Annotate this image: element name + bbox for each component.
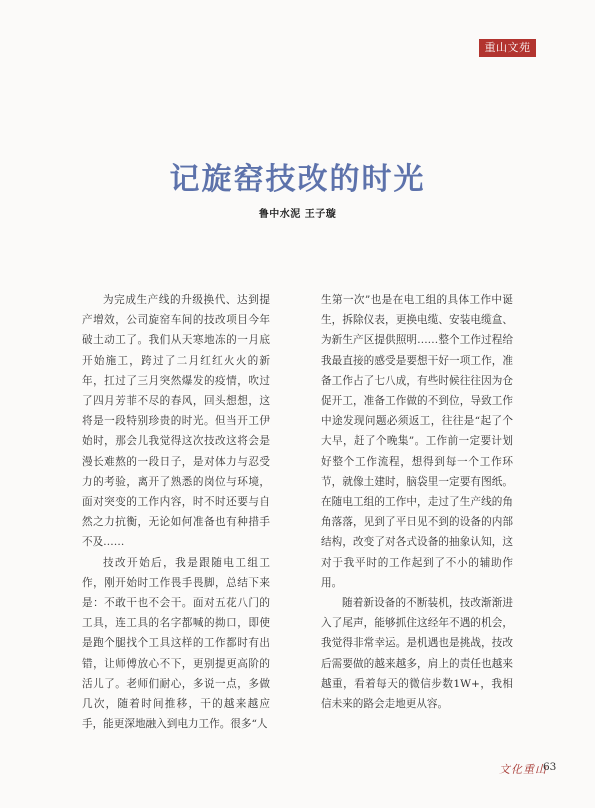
paragraph: 为完成生产线的升级换代、达到提产增效，公司旋窑车间的技改项目今年破土动工了。我们从天寒地冻的一月底开始施工，跨过了二月红红火火的新年，扛过了三月突然爆发的疫情，吹过了四月芳菲不尽的春风，回头想想，这将是一段特别珍贵的时光。但当开工伊始时，那会儿我觉得这次技改这将会是漫长难熬的一段日子，是对体力与忍受力的考验，离开了熟悉的岗位与环境，面对突变的工作内容，时不时还要与自然之力抗衡，无论如何准备也有种措手不及…… <box>82 294 270 549</box>
paragraph: 生第一次”也是在电工组的具体工作中诞生，拆除仪表，更换电缆、安装电缆盒、为新生产区提供照明……整个工作过程给我最直接的感受是要想干好一项工作，准备工作占了七八成，有些时候往往因为仓促开工，准备工作做的不到位，导致工作中途发现问题必须返工，往往是“起了个大早，赶了个晚集”。工作前一定要计划好整个工作流程，想得到每一个工作环节，就像土建时，脑袋里一定要有图纸。在随电工组的工作中，走过了生产线的角角落落，见到了平日见不到的设备的内部结构，改变了对各式设备的抽象认知，这对于我平时的工作起到了不小的辅助作用。 <box>321 294 513 589</box>
magazine-logo: 文化重山 <box>499 763 547 776</box>
section-tag: 重山文苑 <box>479 39 536 57</box>
article-authors: 鲁中水泥 王子璇 <box>258 209 337 220</box>
article-title: 记旋窑技改的时光 <box>169 162 426 197</box>
left-column <box>82 290 270 734</box>
paragraph: 技改开始后，我是跟随电工组工作，刚开始时工作畏手畏脚，总结下来是：不敢干也不会干。面对五花八门的工具，连工具的名字都喊的拗口，即使是跑个腿找个工具这样的工作都时有出错，让师傅放心不下，更别提更高阶的活儿了。老师们耐心，多说一点，多做几次，随着时间推移，干的越来越应手，能更深地融入到电力工作。很多“人 <box>82 556 270 731</box>
paragraph: 随着新设备的不断装机，技改渐渐进入了尾声，能够抓住这经年不遇的机会，我觉得非常幸运。是机遇也是挑战，技改后需要做的越来越多，肩上的责任也越来越重，看着每天的微信步数1W+，我相信未来的路会走地更从容。 <box>321 597 513 711</box>
right-column <box>321 290 513 714</box>
page-number: 63 <box>543 761 557 773</box>
